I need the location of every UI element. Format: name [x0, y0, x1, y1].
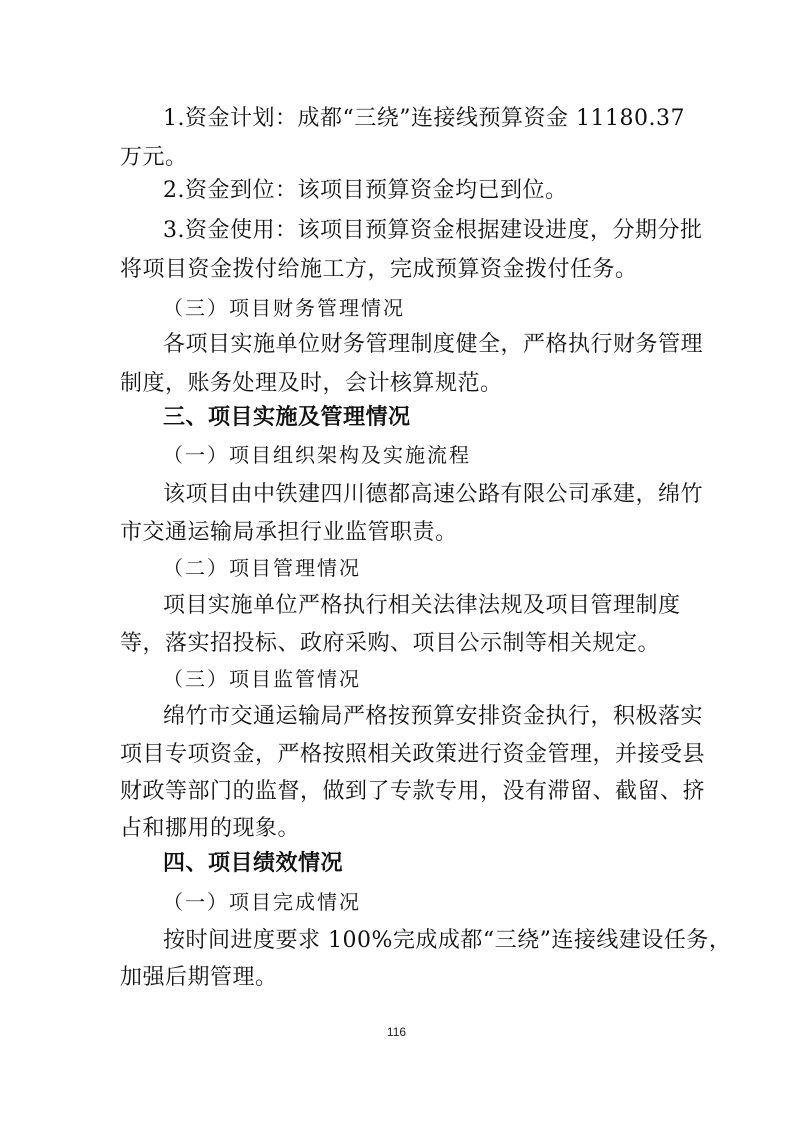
paragraph-line: 制度，账务处理及时，会计核算规范。 [120, 371, 503, 396]
paragraph-line: 按时间进度要求 100%完成成都“三绕”连接线建设任务， [163, 928, 732, 953]
section-subheading: （二）项目管理情况 [163, 556, 361, 580]
paragraph-line: 该项目由中铁建四川德都高速公路有限公司承建，绵竹 [163, 482, 704, 507]
paragraph-line: 项目专项资金，严格按照相关政策进行资金管理，并接受县 [120, 742, 706, 767]
paragraph-line: 万元。 [120, 145, 188, 170]
section-subheading: （三）项目财务管理情况 [163, 296, 405, 320]
paragraph-line: 绵竹市交通运输局严格按预算安排资金执行，积极落实 [163, 704, 704, 729]
section-heading: 三、项目实施及管理情况 [163, 405, 411, 430]
paragraph-line: 加强后期管理。 [120, 965, 278, 990]
paragraph-line: 各项目实施单位财务管理制度健全，严格执行财务管理 [163, 332, 704, 357]
section-subheading: （三）项目监管情况 [163, 667, 361, 691]
paragraph-line: 财政等部门的监督，做到了专款专用，没有滞留、截留、挤 [120, 779, 706, 804]
paragraph-line: 项目实施单位严格执行相关法律法规及项目管理制度 [163, 593, 681, 618]
section-subheading: （一）项目完成情况 [163, 890, 361, 914]
paragraph-line: 1.资金计划：成都“三绕”连接线预算资金 11180.37 [163, 106, 685, 131]
paragraph-line: 占和挪用的现象。 [120, 816, 301, 841]
paragraph-line: 等，落实招投标、政府采购、项目公示制等相关规定。 [120, 631, 661, 656]
section-subheading: （一）项目组织架构及实施流程 [163, 443, 471, 467]
section-heading: 四、项目绩效情况 [163, 851, 344, 876]
paragraph-line: 3.资金使用：该项目预算资金根据建设进度，分期分批 [163, 218, 703, 243]
paragraph-line: 2.资金到位：该项目预算资金均已到位。 [163, 178, 568, 203]
paragraph-line: 市交通运输局承担行业监管职责。 [120, 520, 458, 545]
page-number: 116 [386, 1025, 407, 1039]
paragraph-line: 将项目资金拨付给施工方，完成预算资金拨付任务。 [120, 257, 638, 282]
